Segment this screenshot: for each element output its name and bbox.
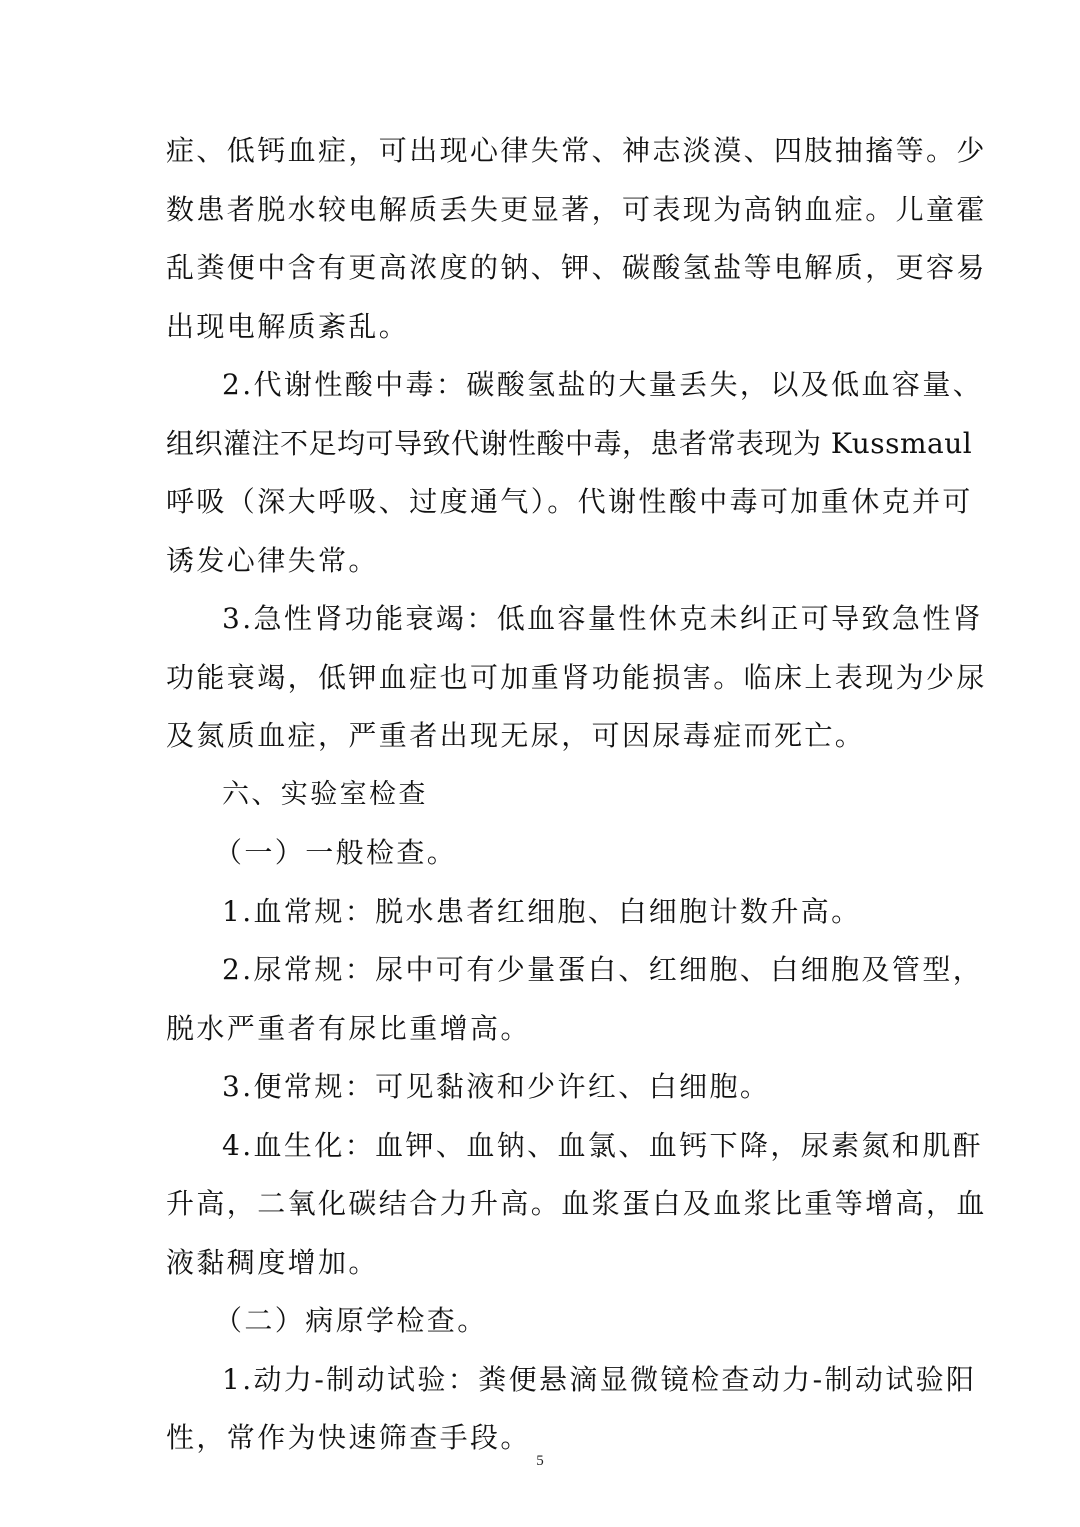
document-body <box>166 122 987 1468</box>
text-line: 功能衰竭，低钾血症也可加重肾功能损害。临床上表现为少尿 <box>166 660 987 694</box>
text-line: 组织灌注不足均可导致代谢性酸中毒，患者常表现为 Kussmaul <box>166 426 973 460</box>
text-line: 呼吸（深大呼吸、过度通气）。代谢性酸中毒可加重休克并可 <box>166 485 973 518</box>
paragraph-start-line: 1.动力-制动试验：粪便悬滴显微镜检查动力-制动试验阳 <box>222 1362 977 1396</box>
subsection-heading: （二）病原学检查。 <box>214 1304 488 1337</box>
text-line: 症、低钙血症，可出现心律失常、神志淡漠、四肢抽搐等。少 <box>166 134 987 167</box>
subsection-heading: （一）一般检查。 <box>214 836 458 869</box>
paragraph-start-line: 4.血生化：血钾、血钠、血氯、血钙下降，尿素氮和肌酐 <box>222 1128 984 1162</box>
paragraph-start-line: 2.代谢性酸中毒：碳酸氢盐的大量丢失，以及低血容量、 <box>222 368 984 401</box>
paragraph-start-line: 3.便常规：可见黏液和少许红、白细胞。 <box>222 1070 771 1103</box>
text-line: 液黏稠度增加。 <box>166 1245 379 1279</box>
text-line: 性，常作为快速筛查手段。 <box>166 1421 531 1454</box>
page-number: 5 <box>536 1453 544 1469</box>
section-heading: 六、实验室检查 <box>222 778 428 810</box>
text-line: 及氮质血症，严重者出现无尿，可因尿毒症而死亡。 <box>166 719 866 752</box>
text-line: 诱发心律失常。 <box>166 543 379 577</box>
text-line: 脱水严重者有尿比重增高。 <box>166 1011 531 1045</box>
paragraph-start-line: 3.急性肾功能衰竭：低血容量性休克未纠正可导致急性肾 <box>222 602 984 635</box>
text-line: 乱粪便中含有更高浓度的钠、钾、碳酸氢盐等电解质，更容易 <box>166 251 987 284</box>
paragraph-start-line: 1.血常规：脱水患者红细胞、白细胞计数升高。 <box>222 894 862 928</box>
text-line: 数患者脱水较电解质丢失更显著，可表现为高钠血症。儿童霍 <box>166 192 987 226</box>
text-line: 出现电解质紊乱。 <box>166 309 410 343</box>
text-line: 升高，二氧化碳结合力升高。血浆蛋白及血浆比重等增高，血 <box>166 1187 987 1220</box>
paragraph-start-line: 2.尿常规：尿中可有少量蛋白、红细胞、白细胞及管型， <box>222 953 984 986</box>
